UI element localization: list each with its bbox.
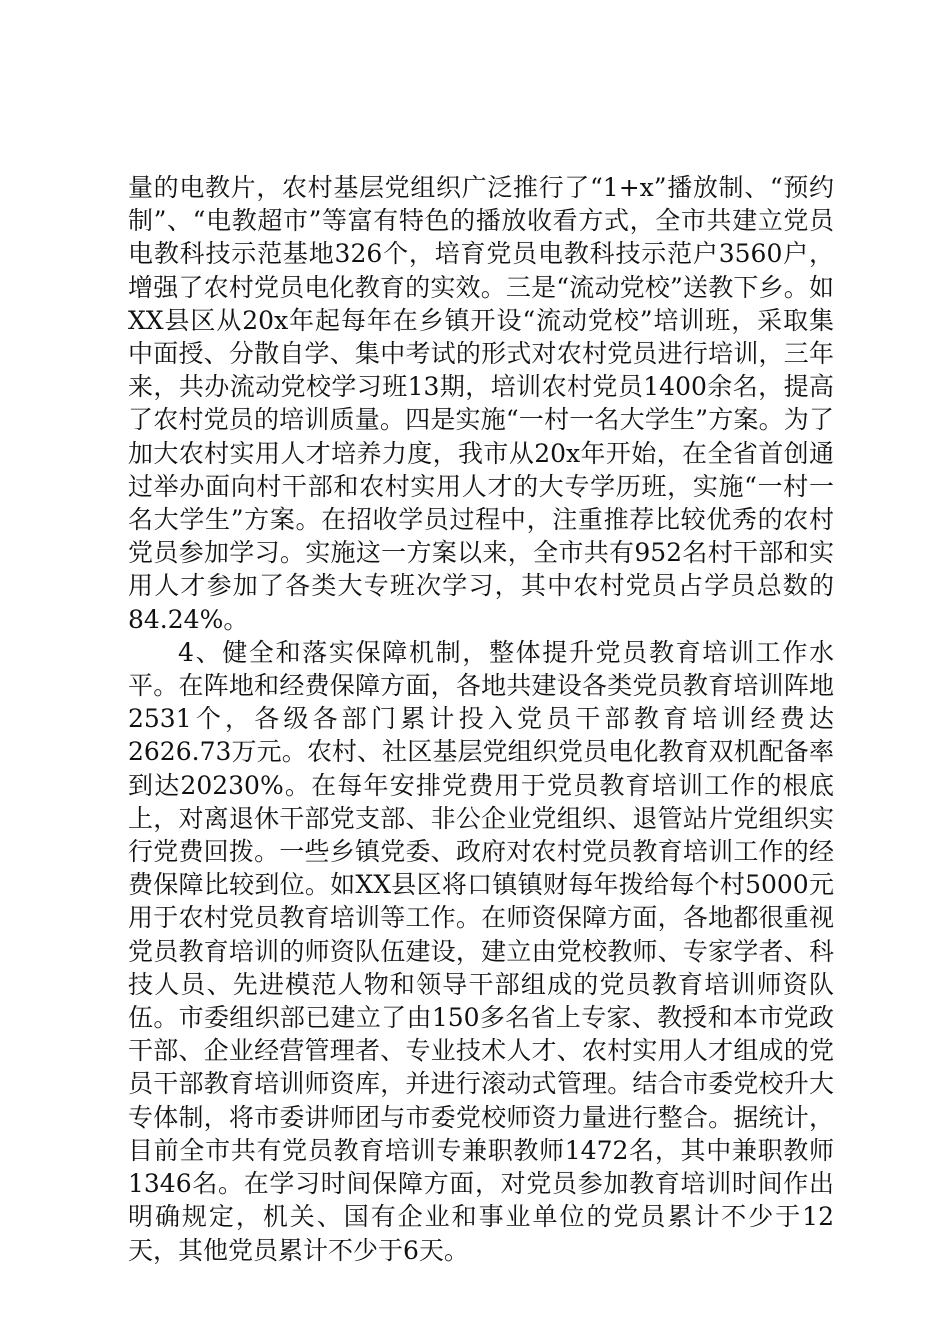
document-body [128,171,834,1267]
paragraph-guarantee-mechanism: 4、健全和落实保障机制，整体提升党员教育培训工作水平。在阵地和经费保障方面，各地共建设各类党员教育培训阵地2531个，各级各部门累计投入党员干部教育培训经费达2626.73万元。农村、社区基层党组织党员电化教育双机配备率到达20230%。在每年安排党费用于党员教育培训工作的根底上，对离退休干部党支部、非公企业党组织、退管站片党组织实行党费回拨。一些乡镇党委、政府对农村党员教育培训工作的经费保障比较到位。如XX县区将口镇镇财每年拨给每个村5000元用于农村党员教育培训等工作。在师资保障方面，各地都很重视党员教育培训的师资队伍建设，建立由党校教师、专家学者、科技人员、先进模范人物和领导干部组成的党员教育培训师资队伍。市委组织部已建立了由150多名省上专家、教授和本市党政干部、企业经营管理者、专业技术人才、农村实用人才组成的党员干部教育培训师资库，并进行滚动式管理。结合市委党校升大专体制，将市委讲师团与市委党校师资力量进行整合。据统计，目前全市共有党员教育培训专兼职教师1472名，其中兼职教师1346名。在学习时间保障方面，对党员参加教育培训时间作出明确规定，机关、国有企业和事业单位的党员累计不少于12天，其他党员累计不少于6天。 [128,637,834,1265]
paragraph-rural-education: 量的电教片，农村基层党组织广泛推行了“1+x”播放制、“预约制”、“电教超市”等富有特色的播放收看方式，全市共建立党员电教科技示范基地326个，培育党员电教科技示范户3560户，增强了农村党员电化教育的实效。三是“流动党校”送教下乡。如XX县区从20x年起每年在乡镇开设“流动党校”培训班，采取集中面授、分散自学、集中考试的形式对农村党员进行培训，三年来，共办流动党校学习班13期，培训农村党员1400余名，提高了农村党员的培训质量。四是实施“一村一名大学生”方案。为了加大农村实用人才培养力度，我市从20x年开始，在全省首创通过举办面向村干部和农村实用人才的大专学历班，实施“一村一名大学生”方案。在招收学员过程中，注重推荐比较优秀的农村党员参加学习。实施这一方案以来，全市共有952名村干部和实用人才参加了各类大专班次学习，其中农村党员占学员总数的84.24%。 [128,173,834,634]
